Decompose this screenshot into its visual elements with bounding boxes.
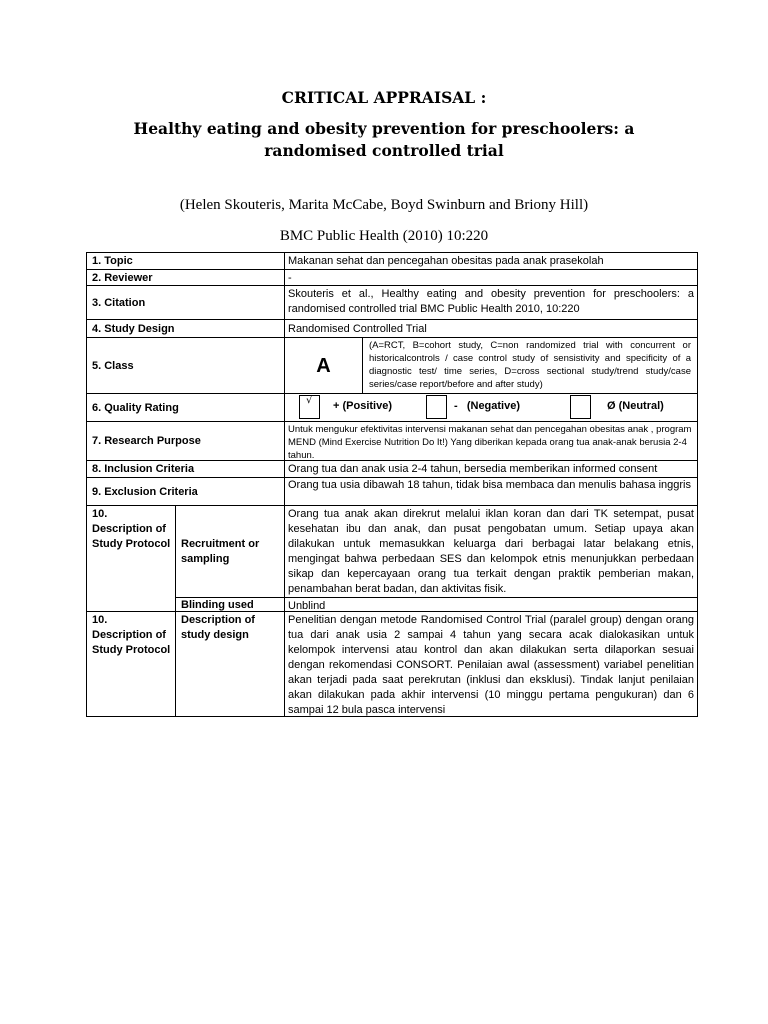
study-design-label: 4. Study Design — [92, 322, 175, 335]
exclusion-criteria-label: 9. Exclusion Criteria — [92, 485, 198, 498]
research-purpose-value: Untuk mengukur efektivitas intervensi makanan sehat dan pencegahan obesitas anak , program MEND (Mind Exercise Nutrition Do It!) Yang diberikan kepada orang tua anak-anak berusia 2-4 tahun. — [288, 424, 692, 461]
inclusion-criteria-label: 8. Inclusion Criteria — [92, 463, 195, 475]
positive-option: + (Positive) — [333, 400, 392, 412]
research-purpose-label: 7. Research Purpose — [92, 435, 201, 447]
protocol-label-2: 10. Description of Study Protocol — [92, 614, 171, 656]
exclusion-criteria-value: Orang tua usia dibawah 18 tahun, tidak bisa membaca dan menulis bahasa inggris — [288, 479, 691, 491]
neutral-option: Ø (Neutral) — [607, 400, 664, 412]
study-design-value: Randomised Controlled Trial — [288, 323, 427, 335]
class-label: 5. Class — [92, 359, 134, 372]
citation-label: 3. Citation — [92, 296, 146, 309]
negative-checkbox — [426, 395, 447, 419]
topic-value: Makanan sehat dan pencegahan obesitas pada anak prasekolah — [288, 255, 604, 267]
citation-value: Skouteris et al., Healthy eating and obesity prevention for preschoolers: a randomised controlled trial BMC Public Health 2010, 10:220 — [288, 288, 694, 315]
article-title: Healthy eating and obesity prevention for preschoolers: a randomised controlled trial — [133, 119, 635, 160]
recruitment-label: Recruitment or sampling — [181, 537, 260, 565]
topic-label: 1. Topic — [92, 255, 133, 267]
reviewer-value: - — [288, 272, 292, 284]
document-title: CRITICAL APPRAISAL : — [281, 88, 487, 107]
protocol-label: 10. Description of Study Protocol — [92, 508, 171, 550]
blinding-value: Unblind — [288, 600, 326, 612]
quality-rating-label: 6. Quality Rating — [92, 401, 179, 414]
authors: (Helen Skouteris, Marita McCabe, Boyd Swinburn and Briony Hill) — [179, 197, 589, 213]
blinding-label: Blinding used — [181, 599, 254, 611]
class-note: (A=RCT, B=cohort study, C=non randomized trial with concurrent or historicalcontrols / case control study of sensistivity and specificity of a diagnostic test/ time series, D=cross sectional study/trend study/case series/case report/before and after study) — [369, 340, 691, 390]
journal-citation: BMC Public Health (2010) 10:220 — [279, 228, 489, 244]
study-design-desc-value: Penelitian dengan metode Randomised Control Trial (paralel group) dengan orang tua dari anak usia 2 sampai 4 tahun yang secara acak dialokasikan untuk kelompok intervensi atau kontrol dan akan dilakukan serta dilaporkan sesuai dengan rekomendasi CONSORT. Penilaian awal (assessment) variabel penelitian akan terjadi pada saat perekrutan (inklusi dan eksklusi). Tindak lanjut penilaian akan dilakukan pada akhir intervensi (10 minggu pertama pengukuran) dan 6 sampai 12 bula pasca intervensi — [288, 614, 694, 716]
negative-option: - (Negative) — [454, 400, 521, 412]
check-mark-icon: √ — [306, 395, 313, 406]
class-grade: A — [316, 354, 331, 377]
inclusion-criteria-value: Orang tua dan anak usia 2-4 tahun, bersedia memberikan informed consent — [288, 463, 658, 475]
reviewer-label: 2. Reviewer — [92, 271, 153, 284]
study-design-desc-label: Description of study design — [181, 614, 255, 641]
appraisal-table — [86, 252, 698, 717]
neutral-checkbox — [570, 395, 591, 419]
recruitment-value: Orang tua anak akan direkrut melalui iklan koran dan dari TK setempat, pusat kesehatan ibu dan anak, dan pusat pengobatan umum. Setiap upaya akan dilakukan untuk memasukkan keluarga dari berbagai latar belakang etnis, mengingat bahwa perbedaan SES dan kelompok etnis menunjukkan perbedaan sikap dan kepercayaan orang tua terkait dengan praktik pemberian makan, penambahan berat badan, dan aktivitas fisik. — [288, 508, 694, 595]
